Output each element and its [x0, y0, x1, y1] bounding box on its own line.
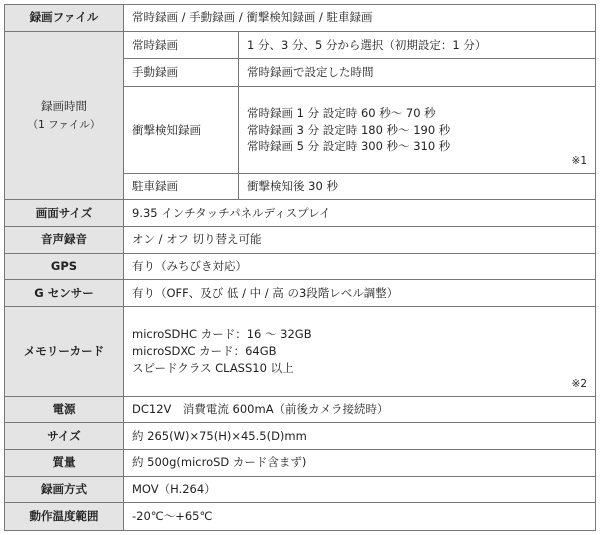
sublabel-parking: 駐車録画: [124, 173, 239, 200]
label-screen-size: 画面サイズ: [5, 200, 124, 227]
row-power: [5, 396, 596, 423]
value-audio: オン / オフ 切り替え可能: [124, 227, 596, 254]
impact-line: 常時録画 1 分 設定時 60 秒～ 70 秒: [247, 105, 436, 120]
row-operating-temp: [5, 503, 596, 531]
row-recording-format: [5, 476, 596, 503]
row-screen-size: [5, 200, 596, 227]
label-gps: GPS: [5, 253, 124, 280]
spec-table: [4, 4, 596, 531]
sublabel-manual: 手動録画: [124, 59, 239, 87]
row-g-sensor: [5, 280, 596, 307]
memory-line: microSDHC カード：16 ～ 32GB: [132, 327, 312, 342]
value-size: 約 265(W)×75(H)×45.5(D)mm: [124, 423, 596, 450]
value-operating-temp: -20℃～+65℃: [124, 503, 596, 531]
note-1: ※1: [571, 154, 587, 167]
memory-line: microSDXC カード：64GB: [132, 343, 277, 358]
label-g-sensor: G センサー: [5, 280, 124, 307]
value-manual: 常時録画で設定した時間: [239, 59, 596, 87]
sublabel-impact: 衝撃検知録画: [124, 86, 239, 173]
value-screen-size: 9.35 インチタッチパネルディスプレイ: [124, 200, 596, 227]
value-impact: [239, 86, 596, 173]
value-g-sensor: 有り（OFF、及び 低 / 中 / 高 の3段階レベル調整）: [124, 280, 596, 307]
label-recording-format: 録画方式: [5, 476, 124, 503]
row-weight: [5, 450, 596, 477]
value-gps: 有り（みちびき対応）: [124, 253, 596, 280]
note-2: ※2: [571, 377, 587, 390]
row-gps: [5, 253, 596, 280]
value-power: DC12V 消費電流 600mA（前後カメラ接続時）: [124, 396, 596, 423]
label-weight: 質量: [5, 450, 124, 477]
recording-time-sublabel: （1 ファイル）: [27, 119, 101, 132]
label-power: 電源: [5, 396, 124, 423]
value-recording-file: 常時録画 / 手動録画 / 衝撃検知録画 / 駐車録画: [124, 5, 596, 32]
label-audio: 音声録音: [5, 227, 124, 254]
row-memory-card: [5, 306, 596, 396]
label-recording-time: [5, 31, 124, 200]
label-operating-temp: 動作温度範囲: [5, 503, 124, 531]
row-recording-time-continuous: [5, 31, 596, 59]
label-memory-card: メモリーカード: [5, 306, 124, 396]
memory-line: スピードクラス CLASS10 以上: [132, 360, 294, 375]
sublabel-continuous: 常時録画: [124, 31, 239, 59]
value-memory-card: [124, 306, 596, 396]
impact-line: 常時録画 3 分 設定時 180 秒～ 190 秒: [247, 122, 451, 137]
value-parking: 衝撃検知後 30 秒: [239, 173, 596, 200]
impact-line: 常時録画 5 分 設定時 300 秒～ 310 秒: [247, 139, 451, 154]
label-recording-file: 録画ファイル: [5, 5, 124, 32]
label-size: サイズ: [5, 423, 124, 450]
recording-time-label: 録画時間: [41, 98, 87, 113]
value-weight: 約 500g(microSD カード含まず): [124, 450, 596, 477]
row-size: [5, 423, 596, 450]
value-continuous: 1 分、3 分、5 分から選択（初期設定：1 分）: [239, 31, 596, 59]
row-recording-file: [5, 5, 596, 32]
row-audio: [5, 227, 596, 254]
value-recording-format: MOV（H.264）: [124, 476, 596, 503]
